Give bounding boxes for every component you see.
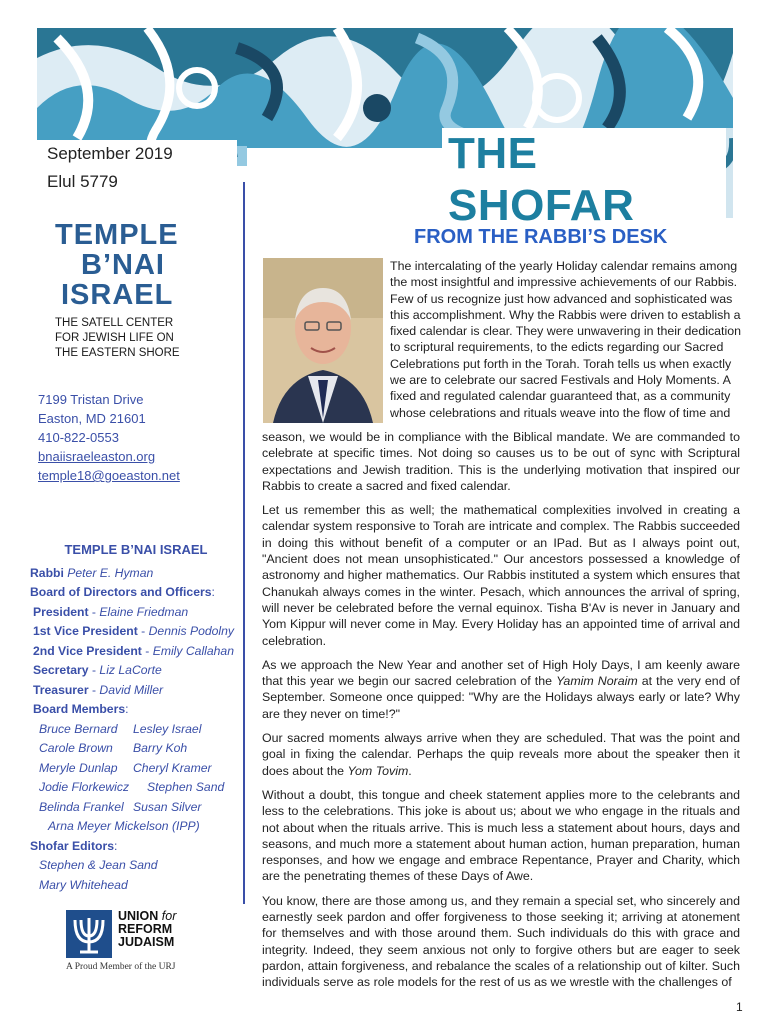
urj-line-1: UNION — [118, 909, 159, 923]
member-name: Cheryl Kramer — [133, 760, 212, 775]
street-address: 7199 Tristan Drive — [38, 392, 144, 407]
president-name: Elaine Friedman — [99, 604, 189, 619]
paragraph-4 — [262, 730, 740, 779]
newsletter-masthead: THE SHOFAR — [442, 128, 726, 232]
vp2-name: Emily Callahan — [152, 643, 234, 658]
treasurer-label: Treasurer — [33, 682, 89, 697]
secretary-label: Secretary — [33, 663, 89, 677]
p4-text-a: Our sacred moments always arrive when they are scheduled. That was the point and goal in fixing the calendar. Perhaps the quip reveals more about the speaker then it does about the — [262, 731, 740, 778]
p4-emphasis: Yom Tovim — [347, 763, 409, 778]
text-line: fixed calendar is clear. They were unwavering in their dedication — [390, 324, 742, 339]
urj-for: for — [161, 909, 177, 923]
issue-date — [37, 140, 237, 196]
member-name: Stephen Sand — [147, 780, 225, 794]
editor-name: Mary Whitehead — [39, 877, 128, 892]
email-link[interactable]: temple18@goeaston.net — [38, 468, 180, 483]
logo-sub-3: THE EASTERN SHORE — [55, 347, 180, 359]
text-line: Few of us recognize just how advanced and sophisticated was — [390, 291, 733, 306]
rabbi-label: Rabbi — [30, 565, 64, 580]
website-link[interactable]: bnaiisraeleaston.org — [38, 449, 156, 464]
text-line: we are to celebrate our sacred Festivals and Holy Moments. A — [390, 373, 731, 388]
member-name: Bruce Bernard — [39, 721, 118, 736]
paragraph-1-wide: season, we would be in compliance with the Biblical mandate. We are commanded to celebrate at specific times. Not doing so causes us to be out of sync with Scriptural expectations and Jewish tradition. This is the underlying motivation that inspired our Rabbis to create a sacred and fixed calendar. — [262, 429, 740, 493]
logo-sub-2: FOR JEWISH LIFE ON — [55, 332, 174, 344]
phone-number: 410-822-0553 — [38, 430, 119, 445]
paragraph-2: Let us remember this as well; the mathematical complexities involved in creating a calendar system responsive to Torah are intricate and complex. The Rabbis succeeded in doing this without benefit of a computer or an IPad. But as I always point out, "Ancient does not mean unsophisticated." Our ancestors possessed a knowledge of astronomy and higher mathematics. Our Rabbis instituted a system which ensures that Chanukah always comes in the winter. Pesach, which announces the arrival of spring, will never be celebrated before the vernal equinox. Tisha B'Av is never in January and Yom Kippur will never come in May. Every Holiday has an appointed time of arrival and celebration. — [262, 503, 740, 648]
board-listing: TEMPLE B’NAI ISRAEL Rabbi Peter E. Hyman Board of Directors and Officers: President - Elaine Friedman 1st Vice President - Dennis Podolny 2nd Vice President - Emily Callahan Secretary - Liz LaCorte Treasurer - David Miller Board Members: Bruce Bernard Lesley Israel Carole Brown Barry Koh Meryle Dunlap Cheryl Kramer Jodie Florkewicz Stephen Sand Belinda Frankel Susan Silver Arna Meyer Mickelson (IPP) Shofar Editors: Stephen & Jean Sand Mary Whitehead — [30, 540, 242, 895]
text-line: The intercalating of the yearly Holiday calendar remains among — [390, 259, 738, 273]
president-label: President — [33, 604, 89, 619]
urj-line-3: JUDAISM — [118, 935, 175, 949]
text-line: fixed and regulated calendar guaranteed that, as a community — [390, 389, 731, 404]
p3-text-a: As we approach the New Year and another set of High Holy Days, I am keenly aware that this year we begin our sacred celebration of the — [262, 657, 740, 689]
urj-logo — [66, 910, 206, 976]
text-line: the most insightful and impressive achievements of our Rabbis. — [390, 275, 738, 290]
rabbi-name: Peter E. Hyman — [67, 565, 154, 580]
editors-label: Shofar Editors — [30, 838, 114, 853]
text-line: to scriptural requirements, to the edicts regarding our Sacred — [390, 340, 724, 355]
p3-text-b: at the very end of September. Someone once quipped: "Why are the Holidays always early or late? Why are they never on time!?" — [262, 674, 740, 721]
paragraph-3 — [262, 657, 740, 722]
hebrew-date: Elul 5779 — [47, 172, 118, 191]
member-name: Barry Koh — [133, 741, 188, 755]
member-name: Carole Brown — [39, 741, 113, 755]
member-name: Belinda Frankel — [39, 799, 124, 814]
officers-label: Board of Directors and Officers — [30, 585, 212, 599]
editor-name: Stephen & Jean Sand — [39, 858, 158, 872]
city-address: Easton, MD 21601 — [38, 411, 146, 426]
paragraph-1-narrow — [390, 258, 740, 421]
secretary-name: Liz LaCorte — [99, 663, 162, 677]
temple-logo — [55, 220, 235, 361]
page-number: 1 — [736, 1000, 743, 1014]
vp1-label: 1st Vice President — [33, 624, 138, 638]
text-line: whose celebrations and rituals weave into the flow of time and — [390, 405, 731, 420]
p4-text-b: . — [408, 763, 412, 778]
member-name: Lesley Israel — [133, 721, 202, 736]
vp1-name: Dennis Podolny — [148, 624, 234, 638]
urj-wordmark — [118, 910, 176, 949]
paragraph-5: Without a doubt, this tongue and cheek statement applies more to the celebrants and less to the celebrations. This joke is about us; about we who engage in the rituals and not about when the rituals arrive. This is much less a statement about hours, days and seasons, and much more a statement about human action, human preparation, human responses, and how we engage and embrace Repentance, Prayer and Charity, which are the penetrating themes of these Days of Awe. — [262, 787, 740, 884]
members-label: Board Members — [33, 702, 126, 716]
urj-line-2: REFORM — [118, 922, 173, 936]
contact-block — [38, 390, 238, 485]
logo-line-2: B’NAI — [81, 249, 165, 281]
logo-line-1: TEMPLE — [55, 219, 179, 251]
text-line: this accomplishment. Why the Rabbis were driven to establish a — [390, 307, 741, 322]
board-heading: TEMPLE B’NAI ISRAEL — [64, 542, 208, 557]
logo-sub-1: THE SATELL CENTER — [55, 317, 174, 329]
paragraph-6: You know, there are those among us, and they remain a special set, who sincerely and earnestly seek pardon and offer forgiveness to those seeking it; arriving at atonement for themselves and with those around them. Such individuals do this with grace and integrity. Indeed, they seem anxious not only to forgive others but are eager to seek pardon, attain forgiveness, and rebalance the scales of a relationship out of kilter. Such individuals serve as role models for the rest of us as we wrestle with the challenges of — [262, 893, 740, 990]
gregorian-date: September 2019 — [47, 144, 173, 163]
logo-line-3: ISRAEL — [61, 279, 174, 311]
member-name: Meryle Dunlap — [39, 760, 118, 775]
member-name: Susan Silver — [133, 799, 202, 814]
text-line: Celebrations put forth in the Torah. Torah tells us when exactly — [390, 356, 732, 371]
vp2-label: 2nd Vice President — [33, 643, 142, 658]
column-divider — [243, 182, 245, 904]
treasurer-name: David Miller — [99, 682, 164, 697]
article-title: FROM THE RABBI’S DESK — [414, 226, 668, 248]
member-name: Jodie Florkewicz — [39, 780, 130, 794]
menorah-icon — [66, 910, 112, 958]
article-body — [262, 258, 740, 998]
ipp-name: Arna Meyer Mickelson (IPP) — [48, 819, 200, 833]
p3-emphasis: Yamim Noraim — [556, 674, 638, 689]
logo-subtitle — [55, 316, 235, 361]
urj-tagline: A Proud Member of the URJ — [66, 962, 176, 972]
